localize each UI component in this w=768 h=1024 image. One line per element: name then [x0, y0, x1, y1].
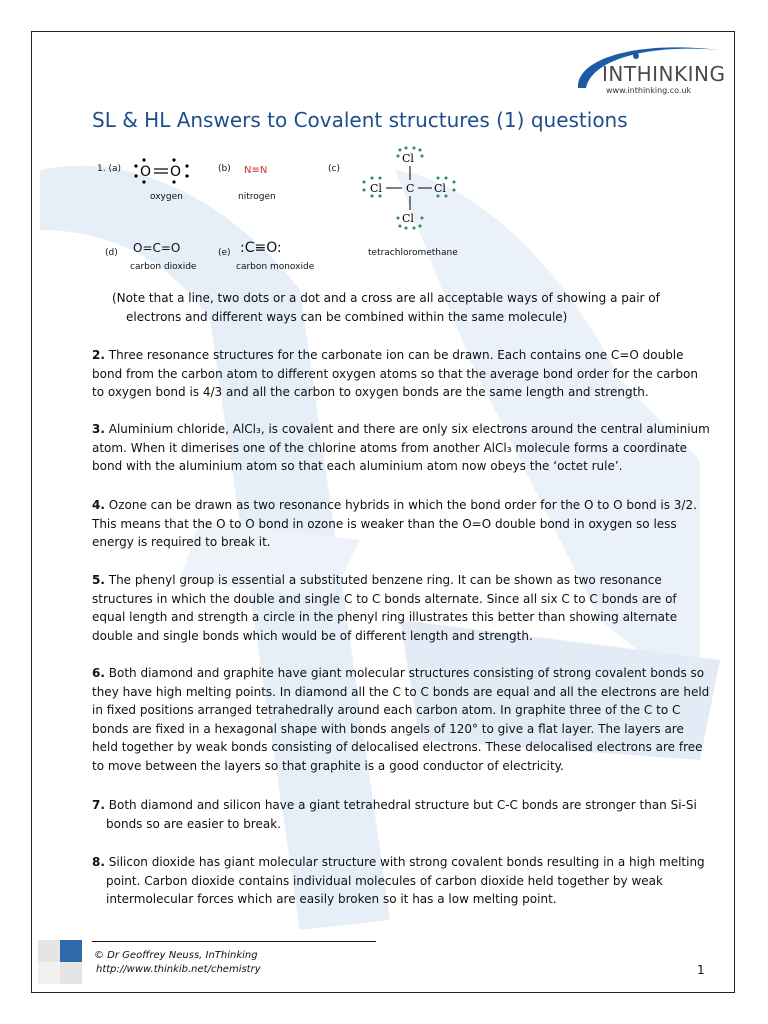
footer-decor-square [60, 940, 82, 962]
svg-text:O: O [170, 164, 182, 180]
footer-decor-square [60, 962, 82, 984]
logo-url: www.inthinking.co.uk [606, 86, 692, 95]
answer-3: 3. Aluminium chloride, AlCl₃, is covalent and there are only six electrons around the central aluminium atom. When it dimerises one of the chlorine atoms from another AlCl₃ molecule forms a coordinate bond with the aluminium atom so that each aluminium atom now obeys the ‘octet rule’. [92, 422, 710, 473]
inthinking-logo [572, 40, 726, 100]
footer-author: © Dr Geoffrey Neuss, InThinking [94, 950, 258, 961]
label-1a: 1. (a) [97, 164, 121, 174]
answer-2: 2. Three resonance structures for the carbonate ion can be drawn. Each contains one C=O double bond from the carbon atom to different oxygen atoms so that the average bond order for the carbon to oxygen bond is 4/3 and all the carbon to oxygen bonds are the same length and strength. [92, 348, 698, 399]
oxygen-name: oxygen [150, 192, 183, 202]
answer-6: 6. Both diamond and graphite have giant molecular structures consisting of strong covalent bonds so they have high melting points. In diamond all the C to C bonds are equal and all the electrons are held in fixed positions arranged tetrahedrally around each carbon atom. In graphite three of the C to C bonds are fixed in a hexagonal shape with bonds angels of 120° to give a flat layer. The layers are held together by weak bonds consisting of delocalised electrons. These delocalised electrons are free to move between the layers so that graphite is a good conductor of electricity. [92, 666, 710, 773]
footer-url: http://www.thinkib.net/chemistry [96, 964, 261, 975]
nitrogen-name: nitrogen [238, 192, 276, 202]
nitrogen-formula: N≡N [244, 165, 268, 176]
note-paragraph: (Note that a line, two dots or a dot and a cross are all acceptable ways of showing a pair of electrons and different ways can be combined within the same molecule) [112, 291, 660, 324]
logo-wordmark: INTHINKING [602, 62, 726, 86]
label-d: (d) [105, 248, 118, 258]
page-number: 1 [697, 963, 705, 977]
footer-decor-square [38, 962, 60, 984]
page-title: SL & HL Answers to Covalent structures (1) questions [92, 108, 628, 132]
answer-8: 8. Silicon dioxide has giant molecular structure with strong covalent bonds resulting in a high melting point. Carbon dioxide contains individual molecules of carbon dioxide held together by weak intermolecular forces which are easily broken so it has a low melting point. [92, 855, 705, 906]
tetrachloromethane-name: tetrachloromethane [368, 248, 458, 258]
svg-text:Cl: Cl [370, 182, 382, 195]
tetrachloromethane-structure-diagram [362, 146, 462, 230]
svg-text:O: O [140, 164, 152, 180]
label-b: (b) [218, 164, 231, 174]
svg-text:Cl: Cl [402, 212, 414, 225]
answer-7: 7. Both diamond and silicon have a giant tetrahedral structure but C-C bonds are stronger than Si-Si bonds so are easier to break. [92, 798, 697, 831]
carbon-monoxide-formula: :C≡O: [240, 240, 282, 256]
footer-decor-square [38, 940, 60, 962]
label-e: (e) [218, 248, 231, 258]
carbon-monoxide-name: carbon monoxide [236, 262, 315, 272]
answer-5: 5. The phenyl group is essential a substituted benzene ring. It can be shown as two resonance structures in which the double and single C to C bonds alternate. Since all six C to C bonds are of equal length and strength a circle in the phenyl ring illustrates this better than showing alternate double and single bonds which would be of different length and strength. [92, 573, 678, 643]
label-c: (c) [328, 164, 340, 174]
carbon-dioxide-name: carbon dioxide [130, 262, 197, 272]
svg-text:Cl: Cl [434, 182, 446, 195]
carbon-dioxide-formula: O=C=O [133, 241, 181, 255]
answer-4: 4. Ozone can be drawn as two resonance hybrids in which the bond order for the O to O bond is 3/2. This means that the O to O bond in ozone is weaker than the O=O double bond in oxygen so less energy is required to break it. [92, 498, 697, 549]
oxygen-structure-diagram [130, 156, 194, 186]
footer-divider [92, 941, 376, 942]
svg-text:Cl: Cl [402, 152, 414, 165]
svg-text:C: C [406, 182, 415, 195]
